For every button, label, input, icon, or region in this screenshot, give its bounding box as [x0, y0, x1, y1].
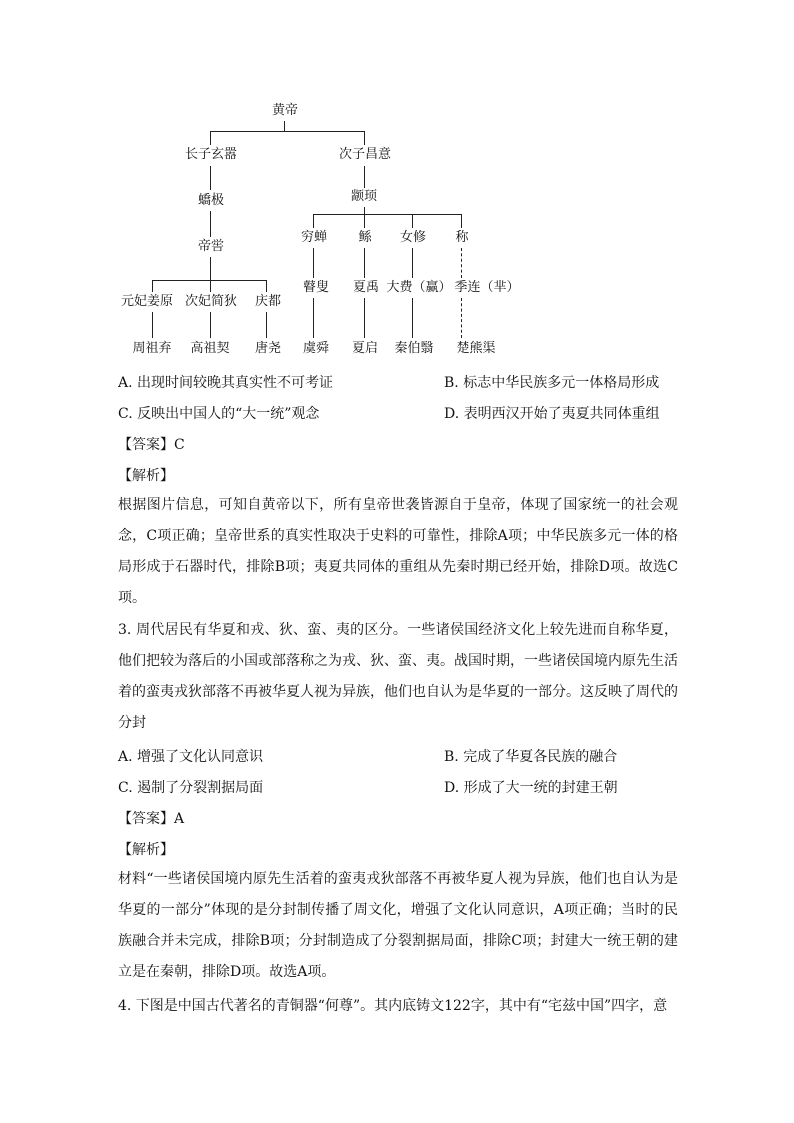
- tree-connector: [461, 214, 462, 228]
- tree-connector: [210, 257, 211, 280]
- tree-connector: [364, 207, 365, 214]
- tree-connector: [364, 214, 365, 228]
- tree-node-cheng: 称: [455, 230, 469, 245]
- tree-connector: [266, 280, 267, 292]
- tree-node-xie: 高祖契: [190, 341, 230, 356]
- tree-node-xiayu: 夏禹: [352, 280, 380, 295]
- tree-node-boyi: 秦伯翳: [394, 341, 434, 356]
- tree-dashed-connector: [461, 298, 462, 338]
- q3-option-c: C. 遏制了分裂割据局面: [118, 780, 264, 796]
- q3-option-b: B. 完成了华夏各民族的融合: [444, 749, 618, 765]
- tree-connector: [412, 248, 413, 278]
- tree-node-xiaqi: 夏启: [351, 341, 379, 356]
- q4-stem: 4. 下图是中国古代著名的青铜器“何尊”。其内底铸文122字，其中有“宅兹中国”四字，意: [118, 998, 668, 1014]
- tree-node-qiongchan: 穷蝉: [300, 230, 328, 245]
- tree-connector: [210, 131, 365, 132]
- tree-connector: [313, 214, 462, 215]
- tree-connector: [210, 166, 211, 190]
- q3-analysis-label: 【解析】: [118, 842, 174, 858]
- tree-node-yushun: 虞舜: [302, 341, 330, 356]
- tree-node-jiaoji: 蟜极: [197, 193, 225, 208]
- tree-dashed-connector: [461, 248, 462, 278]
- tree-connector: [364, 131, 365, 145]
- q2-option-b: B. 标志中华民族多元一体格局形成: [444, 375, 660, 391]
- q2-analysis-text: 根据图片信息，可知自黄帝以下，所有皇帝世袭皆源自于皇帝，体现了国家统一的社会观念，C项正确；皇帝世系的真实性取决于史料的可靠性，排除A项；中华民族多元一体的格局形成于石器时代，排除B项；夷夏共同体的重组从先秦时期已经开始，排除D项。故选C项。: [118, 497, 678, 606]
- tree-connector: [364, 248, 365, 278]
- tree-node-second-son: 次子昌意: [338, 147, 392, 162]
- q2-option-c: C. 反映出中国人的“大一统”观念: [118, 406, 320, 422]
- tree-connector: [412, 298, 413, 338]
- q3-option-d: D. 形成了大一统的封建王朝: [444, 780, 618, 796]
- q3-analysis-text: 材料“一些诸侯国境内原先生活着的蛮夷戎狄部落不再被华夏人视为异族，他们也自认为是华夏的一部分”体现的是分封制传播了周文化，增强了文化认同意识，A项正确；当时的民族融合并未完成，排除B项；分封制造成了分裂割据局面，排除C项；封建大一统王朝的建立是在秦朝，排除D项。故选A项。: [118, 871, 678, 980]
- tree-node-tangyao: 唐尧: [254, 341, 282, 356]
- tree-node-jilian: 季连（芈）: [454, 280, 520, 295]
- tree-connector: [210, 131, 211, 145]
- tree-connector: [364, 166, 365, 188]
- tree-node-gun: 鲧: [358, 230, 372, 245]
- tree-node-qingdu: 庆都: [254, 294, 282, 309]
- q2-option-d: D. 表明西汉开始了夷夏共同体重组: [444, 406, 660, 422]
- tree-connector: [364, 298, 365, 338]
- q2-answer: 【答案】C: [118, 437, 185, 453]
- tree-node-nvxiu: 女修: [399, 230, 427, 245]
- tree-connector: [313, 298, 314, 338]
- tree-connector: [152, 280, 153, 292]
- tree-node-zhuanxu: 颛顼: [350, 189, 378, 204]
- q3-answer: 【答案】A: [118, 811, 185, 827]
- q2-option-a: A. 出现时间较晚其真实性不可考证: [118, 375, 334, 391]
- tree-node-xiongqu: 楚熊渠: [456, 341, 496, 356]
- tree-node-elder-son: 长子玄嚣: [184, 147, 238, 162]
- tree-root: 黄帝: [271, 103, 299, 118]
- tree-connector: [266, 312, 267, 338]
- q2-analysis-label: 【解析】: [118, 468, 174, 484]
- q3-option-a: A. 增强了文化认同意识: [118, 749, 264, 765]
- tree-connector: [313, 214, 314, 228]
- tree-connector: [284, 121, 285, 131]
- q3-stem: 3. 周代居民有华夏和戎、狄、蛮、夷的区分。一些诸侯国经济文化上较先进而自称华夏，他们把较为落后的小国或部落称之为戎、狄、蛮、夷。战国时期，一些诸侯国境内原先生活着的蛮夷戎狄部落不再被华夏人视为异族，他们也自认为是华夏的一部分。这反映了周代的分封: [118, 622, 678, 731]
- tree-node-diku: 帝喾: [197, 239, 225, 254]
- tree-connector: [412, 214, 413, 228]
- tree-connector: [152, 312, 153, 338]
- tree-connector: [210, 211, 211, 237]
- tree-node-jiandi: 次妃简狄: [184, 294, 238, 309]
- tree-connector: [210, 312, 211, 338]
- tree-connector: [210, 280, 211, 292]
- tree-node-qi: 周祖弃: [132, 341, 172, 356]
- tree-node-jiangyuan: 元妃姜原: [120, 294, 174, 309]
- tree-node-gusou: 瞽叟: [302, 280, 330, 295]
- tree-connector: [313, 248, 314, 278]
- tree-node-dafei: 大费（赢）: [386, 280, 452, 295]
